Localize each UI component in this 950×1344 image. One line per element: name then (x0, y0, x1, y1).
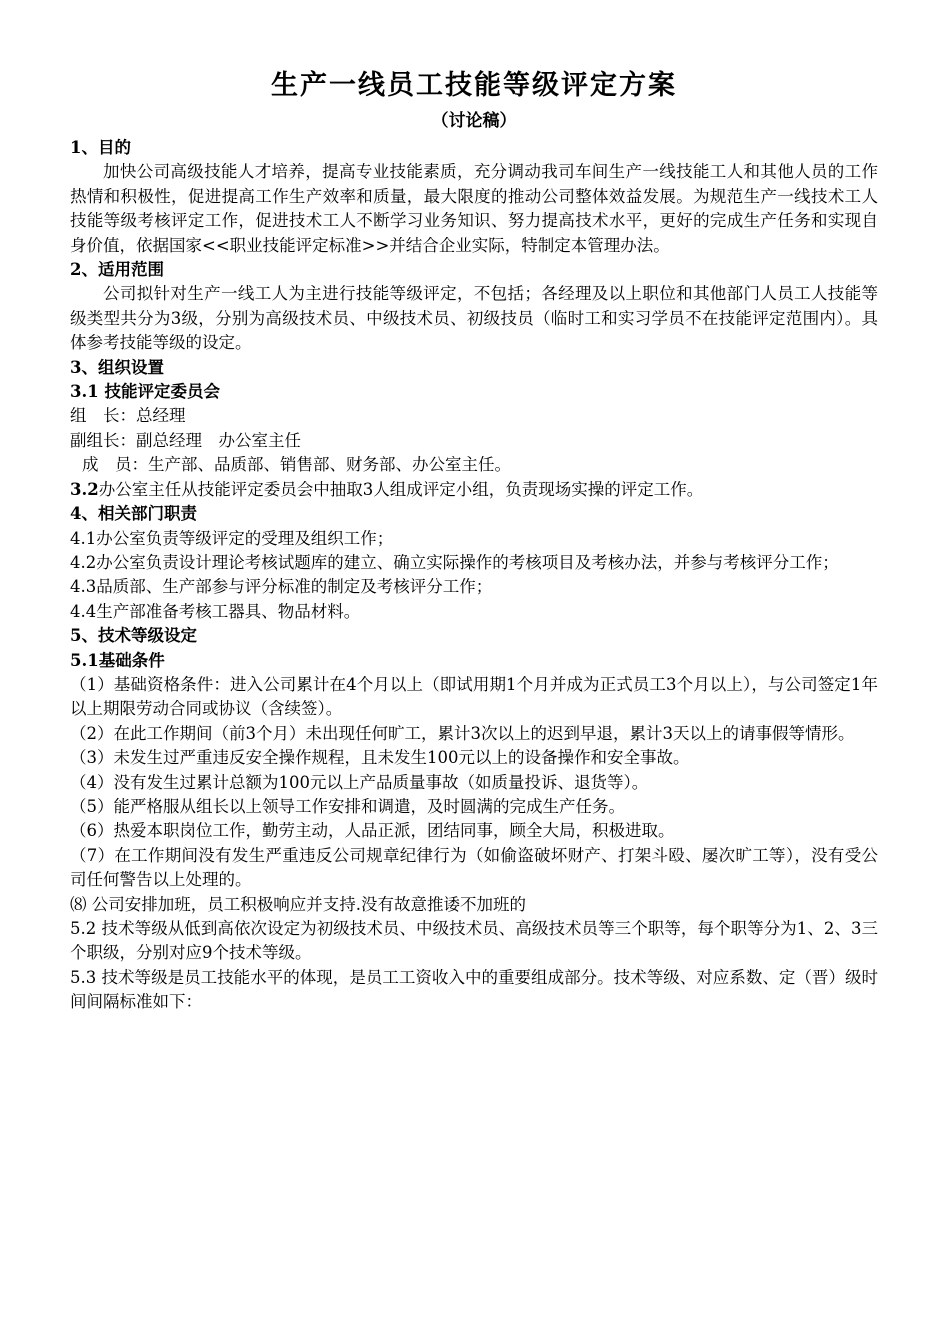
section-5-heading: 5、技术等级设定 (70, 626, 197, 646)
section-4-heading: 4、相关部门职责 (70, 504, 197, 524)
committee-deputy: 副组长：副总经理 办公室主任 (70, 430, 301, 450)
condition-item: （7）在工作期间没有发生严重违反公司规章纪律行为（如偷盗破坏财产、打架斗殴、屡次旷工等），没有受公司任何警告以上处理的。 (70, 845, 878, 890)
section-3-2-number: 3.2 (70, 479, 99, 499)
section-3-2-text: 办公室主任从技能评定委员会中抽取3人组成评定小组，负责现场实操的评定工作。 (98, 479, 704, 499)
condition-item: （2）在此工作期间（前3个月）未出现任何旷工，累计3次以上的迟到早退，累计3天以上的请事假等情形。 (70, 723, 855, 743)
committee-leader: 组 长：总经理 (70, 406, 186, 426)
committee-members: 成 员：生产部、品质部、销售部、财务部、办公室主任。 (82, 455, 511, 475)
condition-item: （6）热爱本职岗位工作，勤劳主动，人品正派，团结同事，顾全大局，积极进取。 (70, 821, 675, 841)
duty-item: 4.1办公室负责等级评定的受理及组织工作； (70, 528, 394, 548)
duty-item: 4.4生产部准备考核工器具、物品材料。 (70, 601, 361, 621)
section-5-1-heading: 5.1基础条件 (70, 650, 165, 670)
section-5-2-paragraph: 5.2 技术等级从低到高依次设定为初级技术员、中级技术员、高级技术员等三个职等，每个职等分为1、2、3三个职级，分别对应9个技术等级。 (70, 919, 878, 963)
condition-item: ⑻ 公司安排加班，员工积极响应并支持.没有故意推诿不加班的 (70, 894, 526, 914)
section-3-2-paragraph (70, 478, 878, 502)
section-3-heading: 3、组织设置 (70, 357, 164, 377)
condition-item: （1）基础资格条件：进入公司累计在4个月以上（即试用期1个月并成为正式员工3个月以上），与公司签定1年以上期限劳动合同或协议（含续签）。 (70, 674, 878, 719)
duty-item: 4.3品质部、生产部参与评分标准的制定及考核评分工作； (70, 577, 493, 597)
condition-item: （5）能严格服从组长以上领导工作安排和调遣，及时圆满的完成生产任务。 (70, 796, 625, 816)
section-1-heading: 1、目的 (70, 138, 131, 157)
section-2-heading: 2、适用范围 (70, 260, 164, 280)
section-3-1-heading: 3.1 技能评定委员会 (70, 382, 220, 402)
condition-item: （3）未发生过严重违反安全操作规程，且未发生100元以上的设备操作和安全事故。 (70, 748, 690, 768)
section-5-3-paragraph: 5.3 技术等级是员工技能水平的体现，是员工工资收入中的重要组成部分。技术等级、对应系数、定（晋）级时间间隔标准如下： (70, 967, 878, 1012)
document-title: 生产一线员工技能等级评定方案 (271, 70, 677, 101)
section-1-paragraph: 加快公司高级技能人才培养，提高专业技能素质，充分调动我司车间生产一线技能工人和其他人员的工作热情和积极性，促进提高工作生产效率和质量，最大限度的推动公司整体效益发展。为规范生产一线技术工人技能等级考核评定工作，促进技术工人不断学习业务知识、努力提高技术水平，更好的完成生产任务和实现自身价值，依据国家<<职业技能评定标准>>并结合企业实际，特制定本管理办法。 (70, 162, 878, 255)
condition-item: （4）没有发生过累计总额为100元以上产品质量事故（如质量投诉、退货等）。 (70, 772, 649, 792)
section-2-paragraph: 公司拟针对生产一线工人为主进行技能等级评定，不包括；各经理及以上职位和其他部门人员工人技能等级类型共分为3级，分别为高级技术员、中级技术员、初级技员（临时工和实习学员不在技能评定范围内）。具体参考技能等级的设定。 (70, 284, 878, 353)
duty-item: 4.2办公室负责设计理论考核试题库的建立、确立实际操作的考核项目及考核办法，并参与考核评分工作； (70, 552, 839, 572)
document-subtitle: （讨论稿） (431, 111, 517, 131)
